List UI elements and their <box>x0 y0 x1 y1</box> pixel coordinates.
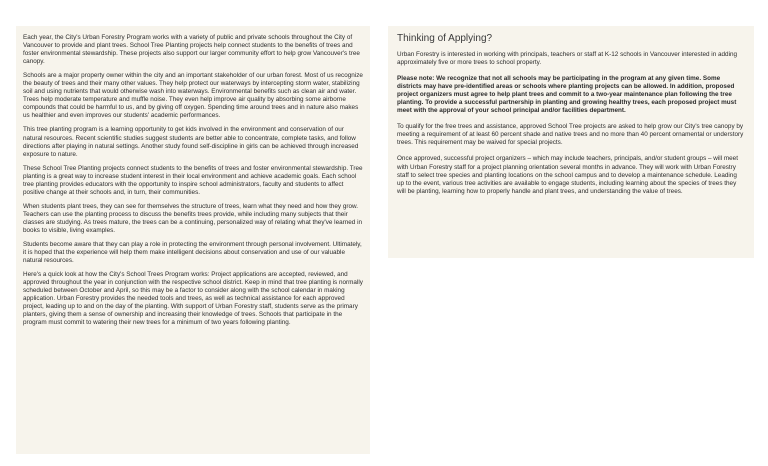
applying-intro-paragraph: Urban Forestry is interested in working with principals, teachers or staff at K-12 schools in Vancouver interested in adding approximately five or more trees to school property. <box>397 51 738 67</box>
intro-paragraph: Each year, the City's Urban Forestry Program works with a variety of public and private schools throughout the City of Vancouver to provide and plant trees. School Tree Planting projects help connect students to the benefits of trees and foster environmental stewardship. These projects also support our larger community effort to help grow Vancouver's tree canopy. <box>23 34 360 66</box>
stewardship-paragraph: These School Tree Planting projects connect students to the benefits of trees and foster environmental stewardship. Tree planting is a great way to increase student interest in their local environment and achieve academic goals. Each school tree planting provides educators with the opportunity to inspire school administrators, faculty and students to affect positive change at their schools and, in turn, their communities. <box>23 164 363 196</box>
program-works-paragraph: Here's a quick look at how the City's School Trees Program works: Project applications are accepted, reviewed, and approved throughout the year in conjunction with the respective school district. Keep in mind that tree planting is normally scheduled between October and April, so this may be a factor to consider along with the school calendar in making application. Urban Forestry provides the needed tools and trees, as well as technical assistance for each approved project, leading up to and on the day of the planting. With support of Urban Forestry staff, students serve as the primary planters, giving them a sense of ownership and increasing their knowledge of trees. Schools that participate in the program must commit to watering their new trees for a minimum of two years following planting. <box>23 271 363 327</box>
section-heading: Thinking of Applying? <box>397 33 493 44</box>
left-text-column <box>16 26 370 454</box>
qualify-paragraph: To qualify for the free trees and assistance, approved School Tree projects are asked to help grow our City's tree canopy by meeting a requirement of at least 60 percent shade and native trees and no more than 40 percent ornamental or understory trees. This requirement may be waived for special projects. <box>397 123 744 147</box>
learning-paragraph: This tree planting program is a learning opportunity to get kids involved in the environment and conservation of our natural resources. Recent scientific studies suggest students are better able to concentrate, complete tasks, and follow directions after playing in natural settings. Another study found self-discipline in girls can be achieved through increased exposure to nature. <box>23 126 359 158</box>
awareness-paragraph: Students become aware that they can play a role in protecting the environment through personal involvement. Ultimately, it is hoped that the experience will help them make intelligent decisions about conservation and use of our valuable natural resources. <box>23 241 362 265</box>
schools-paragraph: Schools are a major property owner within the city and an important stakeholder of our urban forest. Most of us recognize the beauty of trees and their many other values. They help protect our waterways by intercepting storm water, stabilizing soil and using nutrients that would otherwise wash into waterways. Environmental benefits such as clean air and water. Trees help moderate temperature and muffle noise. They even help improve air quality by absorbing some airborne compounds that could be harmful to us, and by giving off oxygen. Spending time around trees and in nature also makes us healthier and even improves our students' academic performances. <box>23 72 363 120</box>
students-plant-paragraph: When students plant trees, they can see for themselves the structure of trees, learn what they need and how they grow. Teachers can use the planting process to discuss the benefits trees provide, while including many subjects that their classes are studying. As trees mature, the trees can be a continuing, personalized way of relating what they've learned in books to visible, living examples. <box>23 202 363 234</box>
please-note-paragraph: Please note: We recognize that not all schools may be participating in the program at any given time. Some districts may have pre-identified areas or schools where planting projects can be allowed. In addition, proposed project organizers must agree to help plant trees and commit to a two-year maintenance plan following the tree planting. To provide a successful partnership in planting and growing healthy trees, each proposed project must meet with the approval of your school principal and/or facilities department. <box>397 75 737 115</box>
once-approved-paragraph: Once approved, successful project organizers – which may include teachers, principals, and/or student groups – will meet with Urban Forestry staff for a project planning orientation several months in advance. They will work with Urban Forestry staff to select tree species and planting locations on the school campus and to develop a maintenance schedule. Leading up to the event, various tree activities are available to engage students, including learning about the species of trees they will be planting, learning how to properly handle and plant trees, and understanding the value of trees. <box>397 155 738 195</box>
right-text-column <box>388 26 754 258</box>
